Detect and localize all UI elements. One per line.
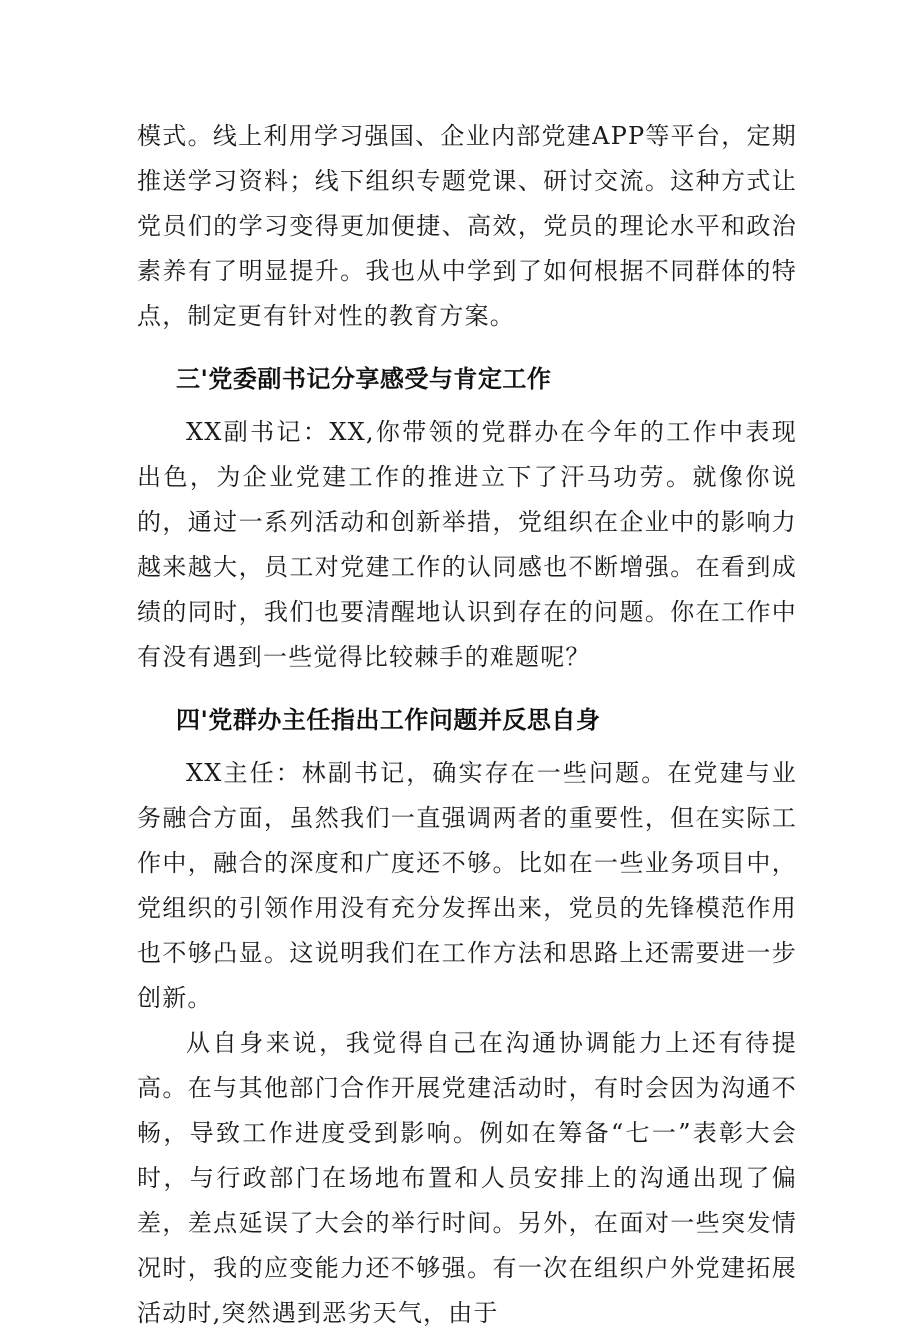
section-heading-3: 三'党委副书记分享感受与肯定工作 [176,365,552,393]
paragraph-training-mode: 模式。线上利用学习强国、企业内部党建APP等平台，定期推送学习资料；线下组织专题党课、研讨交流。这种方式让党员们的学习变得更加便捷、高效，党员的理论水平和政治素养有了明显提升。我也从中学到了如何根据不同群体的特点，制定更有针对性的教育方案。 [137,122,797,330]
paragraph-director-reply: XX主任：林副书记，确实存在一些问题。在党建与业务融合方面，虽然我们一直强调两者的重要性，但在实际工作中，融合的深度和广度还不够。比如在一些业务项目中，党组织的引领作用没有充分发挥出来，党员的先锋模范作用也不够凸显。这说明我们在工作方法和思路上还需要进一步创新。 [137,759,797,1012]
document-body [137,114,797,1336]
section-heading-4: 四'党群办主任指出工作问题并反思自身 [176,706,601,734]
paragraph-self-reflection: 从自身来说，我觉得自己在沟通协调能力上还有待提高。在与其他部门合作开展党建活动时，有时会因为沟通不畅，导致工作进度受到影响。例如在筹备“七一”表彰大会时，与行政部门在场地布置和人员安排上的沟通出现了偏差，差点延误了大会的举行时间。另外，在面对一些突发情况时，我的应变能力还不够强。有一次在组织户外党建拓展活动时,突然遇到恶劣天气，由于 [137,1029,797,1327]
paragraph-deputy-secretary: XX副书记：XX,你带领的党群办在今年的工作中表现出色，为企业党建工作的推进立下了汗马功劳。就像你说的，通过一系列活动和创新举措，党组织在企业中的影响力越来越大，员工对党建工作的认同感也不断增强。在看到成绩的同时，我们也要清醒地认识到存在的问题。你在工作中有没有遇到一些觉得比较棘手的难题呢？ [137,418,797,671]
